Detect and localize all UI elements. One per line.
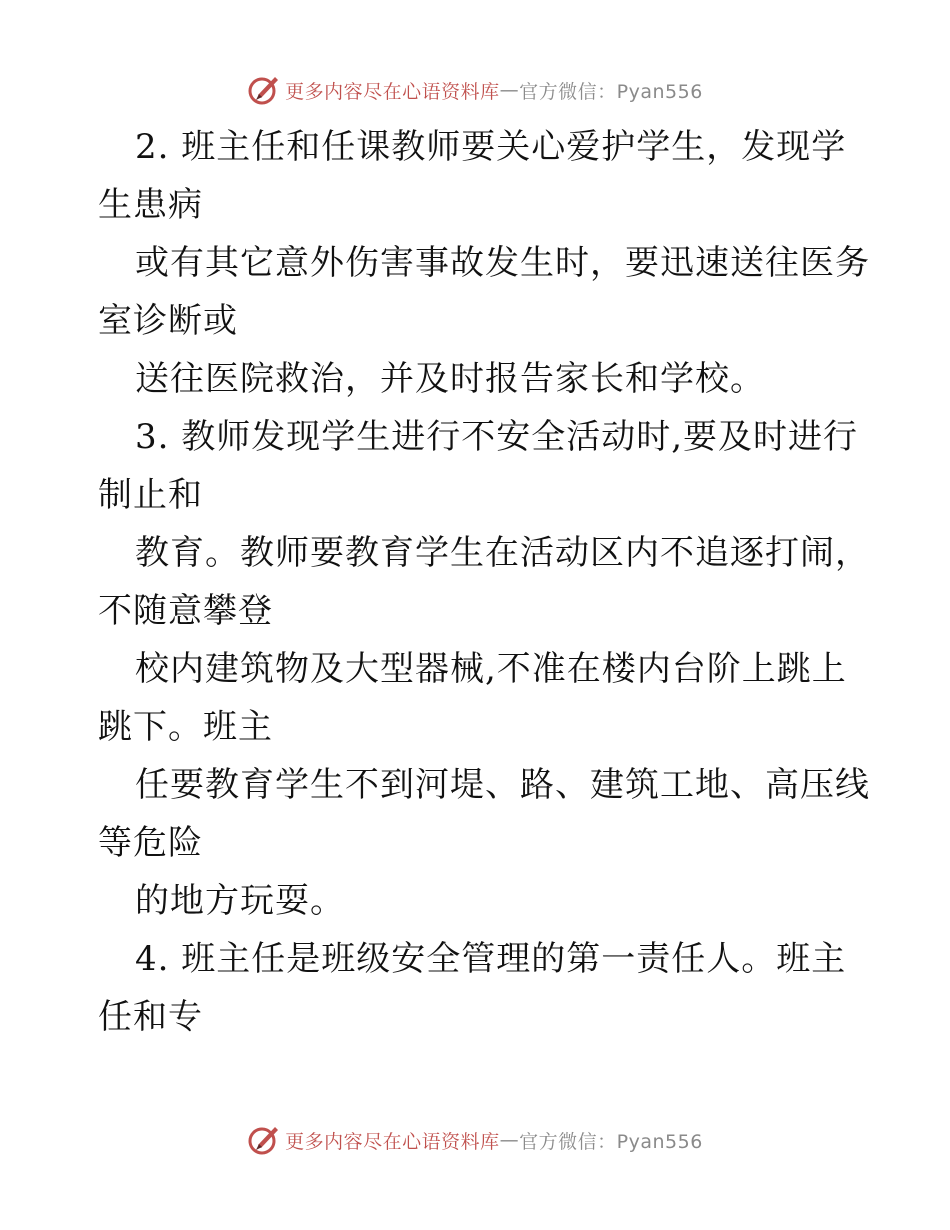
footer-banner-sub: 官方微信：Pyan556 — [519, 1130, 703, 1153]
text-line: 制止和 — [98, 475, 203, 515]
text-line: 校内建筑物及大型器械,不准在楼内台阶上跳上 — [135, 649, 847, 689]
text-line: 跳下。班主 — [98, 707, 273, 747]
text-line: 或有其它意外伤害事故发生时，要迅速送往医务 — [135, 243, 870, 283]
text-line: 的地方玩耍。 — [135, 881, 345, 921]
text-line: 3. 教师发现学生进行不安全活动时,要及时进行 — [135, 417, 859, 457]
text-line: 教育。教师要教育学生在活动区内不追逐打闹， — [135, 533, 870, 573]
footer-banner-dash: — — [499, 1129, 520, 1151]
text-line: 2. 班主任和任课教师要关心爱护学生，发现学 — [135, 127, 847, 167]
footer-banner — [0, 1120, 950, 1160]
text-line: 4. 班主任是班级安全管理的第一责任人。班主 — [135, 939, 847, 979]
quill-circle-logo-icon — [247, 73, 281, 107]
quill-circle-logo-icon — [247, 1123, 281, 1157]
header-banner-dash: — — [499, 79, 520, 101]
header-banner — [0, 70, 950, 110]
footer-banner-main: 更多内容尽在心语资料库 — [285, 1130, 500, 1153]
text-line: 生患病 — [98, 185, 203, 225]
text-line: 任和专 — [98, 997, 203, 1037]
text-line: 任要教育学生不到河堤、路、建筑工地、高压线 — [135, 765, 870, 805]
text-line: 等危险 — [98, 823, 203, 863]
header-banner-main: 更多内容尽在心语资料库 — [285, 80, 500, 103]
header-banner-sub: 官方微信：Pyan556 — [519, 80, 703, 103]
text-line: 送往医院救治，并及时报告家长和学校。 — [135, 359, 765, 399]
text-line: 室诊断或 — [98, 301, 238, 341]
text-line: 不随意攀登 — [98, 591, 273, 631]
document-body — [98, 118, 868, 1046]
